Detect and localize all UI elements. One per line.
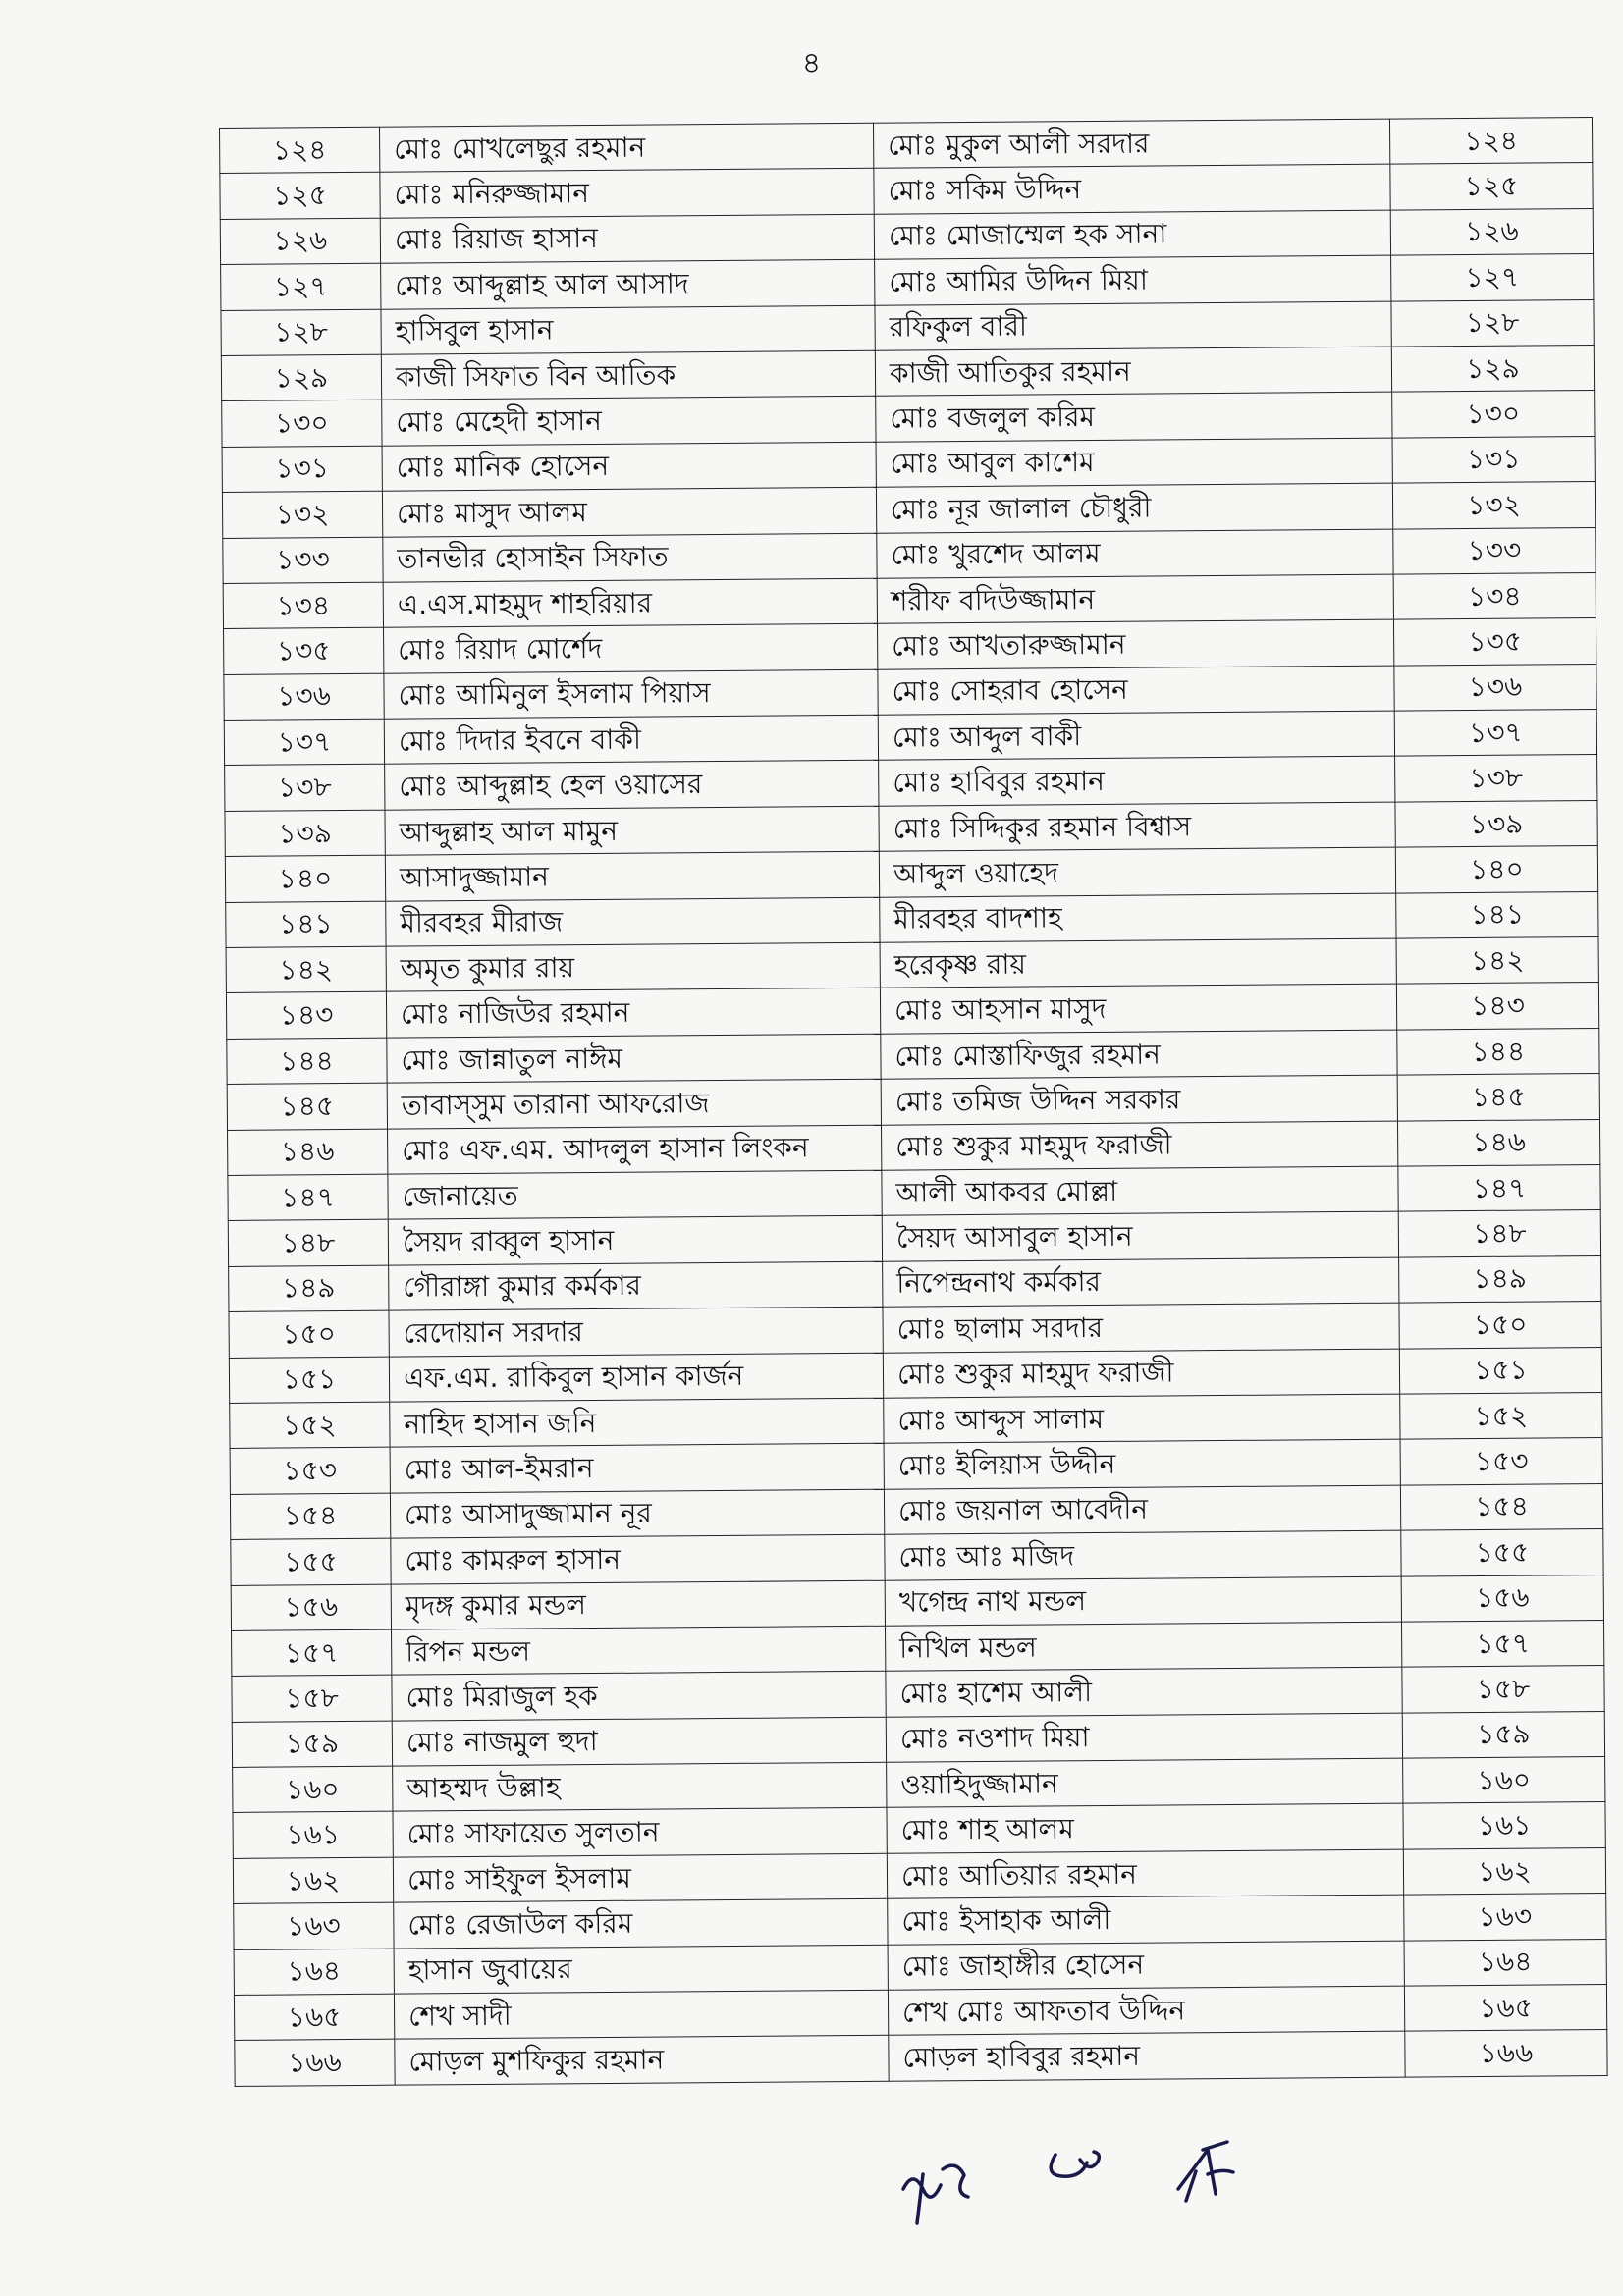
- page-number: ৪: [801, 46, 822, 80]
- father-name-cell: মোঃ সিদ্দিকুর রহমান বিশ্বাস: [879, 802, 1395, 852]
- serial-cell: ১৬৪: [234, 1949, 394, 1996]
- father-name-cell: নিখিল মন্ডল: [886, 1622, 1402, 1672]
- serial-cell: ১৩৫: [224, 627, 384, 674]
- name-cell: কাজী সিফাত বিন আতিক: [381, 350, 875, 400]
- name-cell: মোঃ আসাদুজ্জামান নূর: [390, 1489, 884, 1538]
- father-name-cell: মোড়ল হাবিবুর রহমান: [889, 2031, 1405, 2081]
- name-cell: মোঃ রিয়াদ মোর্শেদ: [384, 624, 878, 673]
- name-cell: মোঃ জান্নাতুল নাঈম: [387, 1034, 881, 1083]
- name-cell: রেদোয়ান সরদার: [389, 1307, 883, 1356]
- serial-cell: ১২৪: [220, 127, 380, 174]
- number-cell: ১২৬: [1390, 208, 1593, 255]
- signature-marks: [884, 2130, 1355, 2238]
- father-name-cell: মোঃ মুকুল আলী সরদার: [873, 119, 1389, 169]
- signature-3: [1178, 2142, 1233, 2201]
- father-name-cell: মোঃ আমির উদ্দিন মিয়া: [875, 255, 1391, 305]
- name-cell: মোঃ সাফায়েত সুলতান: [393, 1808, 887, 1857]
- father-name-cell: মোঃ তমিজ উদ্দিন সরকার: [881, 1075, 1397, 1125]
- number-cell: ১২৫: [1390, 163, 1593, 210]
- number-cell: ১২৭: [1391, 254, 1594, 301]
- number-cell: ১৬০: [1403, 1757, 1605, 1804]
- serial-cell: ১৬০: [233, 1766, 393, 1813]
- number-cell: ১৫১: [1399, 1347, 1601, 1394]
- father-name-cell: মোঃ খুরশেদ আলম: [877, 529, 1393, 579]
- number-cell: ১৬২: [1403, 1847, 1605, 1895]
- serial-cell: ১২৫: [220, 173, 380, 220]
- father-name-cell: মোঃ ইসাহাক আলী: [888, 1895, 1404, 1945]
- signature-2: [1051, 2152, 1099, 2176]
- father-name-cell: মোঃ শুকুর মাহমুদ ফরাজী: [883, 1349, 1399, 1399]
- number-cell: ১৫৬: [1401, 1575, 1603, 1622]
- name-cell: মোঃ মনিরুজ্জামান: [380, 169, 874, 218]
- name-cell: এফ.এম. রাকিবুল হাসান কার্জন: [389, 1353, 883, 1402]
- serial-cell: ১৪৫: [227, 1083, 387, 1130]
- father-name-cell: সৈয়দ আসাবুল হাসান: [882, 1211, 1398, 1261]
- father-name-cell: মোঃ হাবিবুর রহমান: [879, 757, 1395, 807]
- number-cell: ১৩৫: [1393, 618, 1596, 666]
- number-cell: ১৪১: [1396, 891, 1598, 938]
- serial-cell: ১৫১: [229, 1357, 389, 1404]
- name-cell: মোঃ আল-ইমরান: [390, 1444, 884, 1493]
- serial-cell: ১৩১: [222, 446, 382, 493]
- name-cell: মোঃ কামরুল হাসান: [391, 1534, 885, 1583]
- number-cell: ১৬৪: [1404, 1939, 1606, 1986]
- serial-cell: ১৩২: [222, 491, 382, 538]
- serial-cell: ১৪০: [225, 855, 385, 902]
- roster-table-body: [220, 118, 1608, 2087]
- number-cell: ১৩৬: [1394, 664, 1596, 711]
- father-name-cell: ওয়াহিদুজ্জামান: [887, 1758, 1403, 1808]
- number-cell: ১৬১: [1403, 1802, 1605, 1849]
- father-name-cell: মোঃ বজলুল করিম: [876, 392, 1392, 442]
- father-name-cell: মোঃ সোহরাব হোসেন: [878, 666, 1394, 716]
- name-cell: রিপন মন্ডল: [392, 1626, 886, 1675]
- serial-cell: ১৪৯: [229, 1265, 389, 1312]
- father-name-cell: মোঃ ইলিয়াস উদ্দীন: [884, 1439, 1400, 1489]
- father-name-cell: মোঃ শাহ আলম: [887, 1804, 1403, 1854]
- name-cell: মোড়ল মুশফিকুর রহমান: [395, 2036, 889, 2085]
- name-cell: তানভীর হোসাইন সিফাত: [383, 533, 877, 582]
- serial-cell: ১৪৩: [226, 992, 386, 1040]
- serial-cell: ১৪৬: [228, 1129, 388, 1176]
- number-cell: ১৩৩: [1393, 527, 1596, 574]
- name-cell: নাহিদ হাসান জনি: [390, 1398, 884, 1447]
- name-cell: মৃদঙ্গ কুমার মন্ডল: [391, 1580, 885, 1629]
- number-cell: ১৩৯: [1395, 800, 1597, 847]
- name-cell: আসাদুজ্জামান: [385, 851, 879, 900]
- number-cell: ১৫৮: [1402, 1666, 1604, 1713]
- serial-cell: ১৬৫: [234, 1994, 394, 2041]
- serial-cell: ১৬৩: [234, 1902, 394, 1949]
- number-cell: ১৪৪: [1397, 1028, 1599, 1075]
- name-cell: মোঃ মেহেদী হাসান: [382, 397, 876, 446]
- name-cell: মোঃ আব্দুল্লাহ হেল ওয়াসের: [385, 761, 879, 810]
- number-cell: ১৬৫: [1404, 1984, 1606, 2031]
- name-cell: জোনায়েত: [388, 1170, 882, 1219]
- serial-cell: ১৫৪: [230, 1493, 390, 1540]
- number-cell: ১৫৩: [1400, 1438, 1602, 1485]
- serial-cell: ১৫০: [229, 1310, 389, 1358]
- serial-cell: ১৫৮: [232, 1675, 392, 1722]
- number-cell: ১৪৭: [1398, 1164, 1600, 1211]
- number-cell: ১৬৩: [1404, 1894, 1606, 1941]
- serial-cell: ১৫৭: [232, 1629, 392, 1677]
- father-name-cell: হরেকৃষ্ণ রায়: [880, 938, 1396, 988]
- number-cell: ১৫৫: [1401, 1529, 1603, 1576]
- father-name-cell: মীরবহর বাদশাহ: [880, 893, 1396, 943]
- name-cell: মোঃ আমিনুল ইসলাম পিয়াস: [384, 669, 878, 719]
- serial-cell: ১৬২: [233, 1857, 393, 1904]
- name-cell: শেখ সাদী: [394, 1990, 888, 2039]
- name-cell: মীরবহর মীরাজ: [386, 897, 880, 946]
- number-cell: ১৩৮: [1395, 755, 1597, 802]
- serial-cell: ১৬৬: [235, 2040, 395, 2087]
- table-row: [235, 2030, 1607, 2086]
- number-cell: ১৩০: [1392, 391, 1595, 438]
- father-name-cell: মোঃ মোস্তাফিজুর রহমান: [881, 1030, 1397, 1080]
- number-cell: ১৪৫: [1397, 1074, 1599, 1121]
- name-cell: মোঃ মিরাজুল হক: [392, 1671, 886, 1720]
- name-cell: মোঃ দিদার ইবনে বাকী: [384, 715, 878, 764]
- father-name-cell: আব্দুল ওয়াহেদ: [879, 847, 1395, 897]
- serial-cell: ১৫৩: [230, 1448, 390, 1495]
- serial-cell: ১৩৪: [223, 582, 383, 629]
- roster-table: [219, 117, 1608, 2087]
- number-cell: ১৪৬: [1397, 1119, 1599, 1166]
- name-cell: মোঃ নাজমুল হুদা: [392, 1717, 886, 1766]
- serial-cell: ১৬১: [233, 1812, 393, 1859]
- number-cell: ১৩১: [1392, 436, 1595, 483]
- name-cell: মোঃ রিয়াজ হাসান: [380, 214, 874, 263]
- number-cell: ১৩৪: [1393, 572, 1596, 619]
- number-cell: ১৫০: [1399, 1302, 1601, 1349]
- serial-cell: ১৫২: [230, 1402, 390, 1449]
- serial-cell: ১২৮: [221, 309, 381, 356]
- number-cell: ১৪৩: [1396, 983, 1598, 1030]
- father-name-cell: মোঃ আবুল কাশেম: [876, 438, 1392, 488]
- name-cell: মোঃ নাজিউর রহমান: [386, 988, 880, 1038]
- father-name-cell: নিপেন্দ্রনাথ কর্মকার: [883, 1257, 1399, 1308]
- name-cell: অমৃত কুমার রায়: [386, 942, 880, 991]
- father-name-cell: মোঃ জয়নাল আবেদীন: [884, 1485, 1400, 1535]
- number-cell: ১৪০: [1395, 846, 1597, 893]
- number-cell: ১২৪: [1389, 118, 1592, 165]
- number-cell: ১৫৯: [1402, 1711, 1604, 1758]
- father-name-cell: মোঃ শুকুর মাহমুদ ফরাজী: [881, 1121, 1397, 1171]
- number-cell: ১৪৮: [1398, 1210, 1600, 1257]
- name-cell: মোঃ মানিক হোসেন: [382, 442, 876, 491]
- name-cell: তাবাস্সুম তারানা আফরোজ: [387, 1079, 881, 1128]
- father-name-cell: আলী আকবর মোল্লা: [882, 1166, 1398, 1216]
- father-name-cell: মোঃ আব্দুল বাকী: [878, 711, 1394, 761]
- father-name-cell: মোঃ মোজাম্মেল হক সানা: [874, 210, 1390, 260]
- serial-cell: ১২৬: [220, 218, 380, 265]
- number-cell: ১৩৭: [1394, 710, 1596, 757]
- serial-cell: ১৪৪: [227, 1038, 387, 1085]
- name-cell: মোঃ আব্দুল্লাহ আল আসাদ: [381, 259, 875, 308]
- father-name-cell: মোঃ আহসান মাসুদ: [880, 985, 1396, 1035]
- number-cell: ১২৮: [1391, 299, 1594, 347]
- serial-cell: ১৪৭: [228, 1174, 388, 1221]
- name-cell: সৈয়দ রাব্বুল হাসান: [388, 1216, 882, 1265]
- signature-1: [903, 2165, 968, 2223]
- father-name-cell: কাজী আতিকুর রহমান: [875, 347, 1391, 397]
- serial-cell: ১৪২: [226, 946, 386, 993]
- serial-cell: ১৩৭: [224, 719, 384, 766]
- serial-cell: ১৩০: [222, 400, 382, 448]
- father-name-cell: মোঃ আব্দুস সালাম: [884, 1394, 1400, 1444]
- name-cell: মোঃ মোখলেছুর রহমান: [379, 123, 873, 172]
- name-cell: আব্দুল্লাহ আল মামুন: [385, 806, 879, 855]
- serial-cell: ১৪৮: [228, 1220, 388, 1267]
- serial-cell: ১৫৯: [232, 1721, 392, 1768]
- serial-cell: ১৩৮: [225, 765, 385, 812]
- father-name-cell: মোঃ আখতারুজ্জামান: [877, 619, 1393, 669]
- name-cell: মোঃ সাইফুল ইসলাম: [393, 1853, 887, 1902]
- name-cell: আহম্মদ উল্লাহ: [393, 1762, 887, 1811]
- number-cell: ১৫৪: [1400, 1483, 1602, 1530]
- number-cell: ১২৯: [1391, 345, 1594, 392]
- father-name-cell: মোঃ নওশাদ মিয়া: [886, 1713, 1402, 1763]
- father-name-cell: মোঃ আতিয়ার রহমান: [887, 1849, 1403, 1899]
- number-cell: ১৬৬: [1405, 2030, 1607, 2077]
- name-cell: এ.এস.মাহমুদ শাহরিয়ার: [383, 578, 877, 627]
- number-cell: ১৫৭: [1401, 1620, 1603, 1667]
- father-name-cell: মোঃ হাশেম আলী: [886, 1667, 1402, 1717]
- name-cell: মোঃ এফ.এম. আদলুল হাসান লিংকন: [388, 1125, 882, 1174]
- name-cell: গৌরাঙ্গা কুমার কর্মকার: [389, 1261, 883, 1310]
- number-cell: ১৪৯: [1399, 1255, 1601, 1303]
- name-cell: হাসিবুল হাসান: [381, 305, 875, 354]
- serial-cell: ১২৯: [221, 354, 381, 401]
- father-name-cell: শরীফ বদিউজ্জামান: [877, 574, 1393, 624]
- name-cell: হাসান জুবায়ের: [394, 1945, 888, 1994]
- roster-sheet: [219, 117, 1607, 2087]
- signatures: [884, 2130, 1355, 2238]
- serial-cell: ১৩৩: [223, 537, 383, 584]
- number-cell: ১৩২: [1392, 482, 1595, 529]
- serial-cell: ১৫৬: [231, 1584, 391, 1631]
- father-name-cell: খগেন্দ্র নাথ মন্ডল: [885, 1576, 1401, 1627]
- name-cell: মোঃ রেজাউল করিম: [394, 1898, 888, 1948]
- serial-cell: ১৩৬: [224, 673, 384, 721]
- father-name-cell: মোঃ আঃ মজিদ: [885, 1530, 1401, 1580]
- father-name-cell: মোঃ ছালাম সরদার: [883, 1303, 1399, 1353]
- number-cell: ১৪২: [1396, 937, 1598, 985]
- father-name-cell: মোঃ সকিম উদ্দিন: [874, 165, 1390, 215]
- serial-cell: ১৩৯: [225, 810, 385, 857]
- father-name-cell: শেখ মোঃ আফতাব উদ্দিন: [888, 1986, 1404, 2036]
- father-name-cell: মোঃ জাহাঙ্গীর হোসেন: [888, 1941, 1404, 1991]
- father-name-cell: রফিকুল বারী: [875, 301, 1391, 351]
- father-name-cell: মোঃ নূর জালাল চৌধুরী: [876, 483, 1392, 533]
- serial-cell: ১৫৫: [231, 1538, 391, 1585]
- serial-cell: ১৪১: [226, 901, 386, 948]
- number-cell: ১৫২: [1400, 1392, 1602, 1439]
- name-cell: মোঃ মাসুদ আলম: [382, 487, 876, 536]
- serial-cell: ১২৭: [221, 263, 381, 310]
